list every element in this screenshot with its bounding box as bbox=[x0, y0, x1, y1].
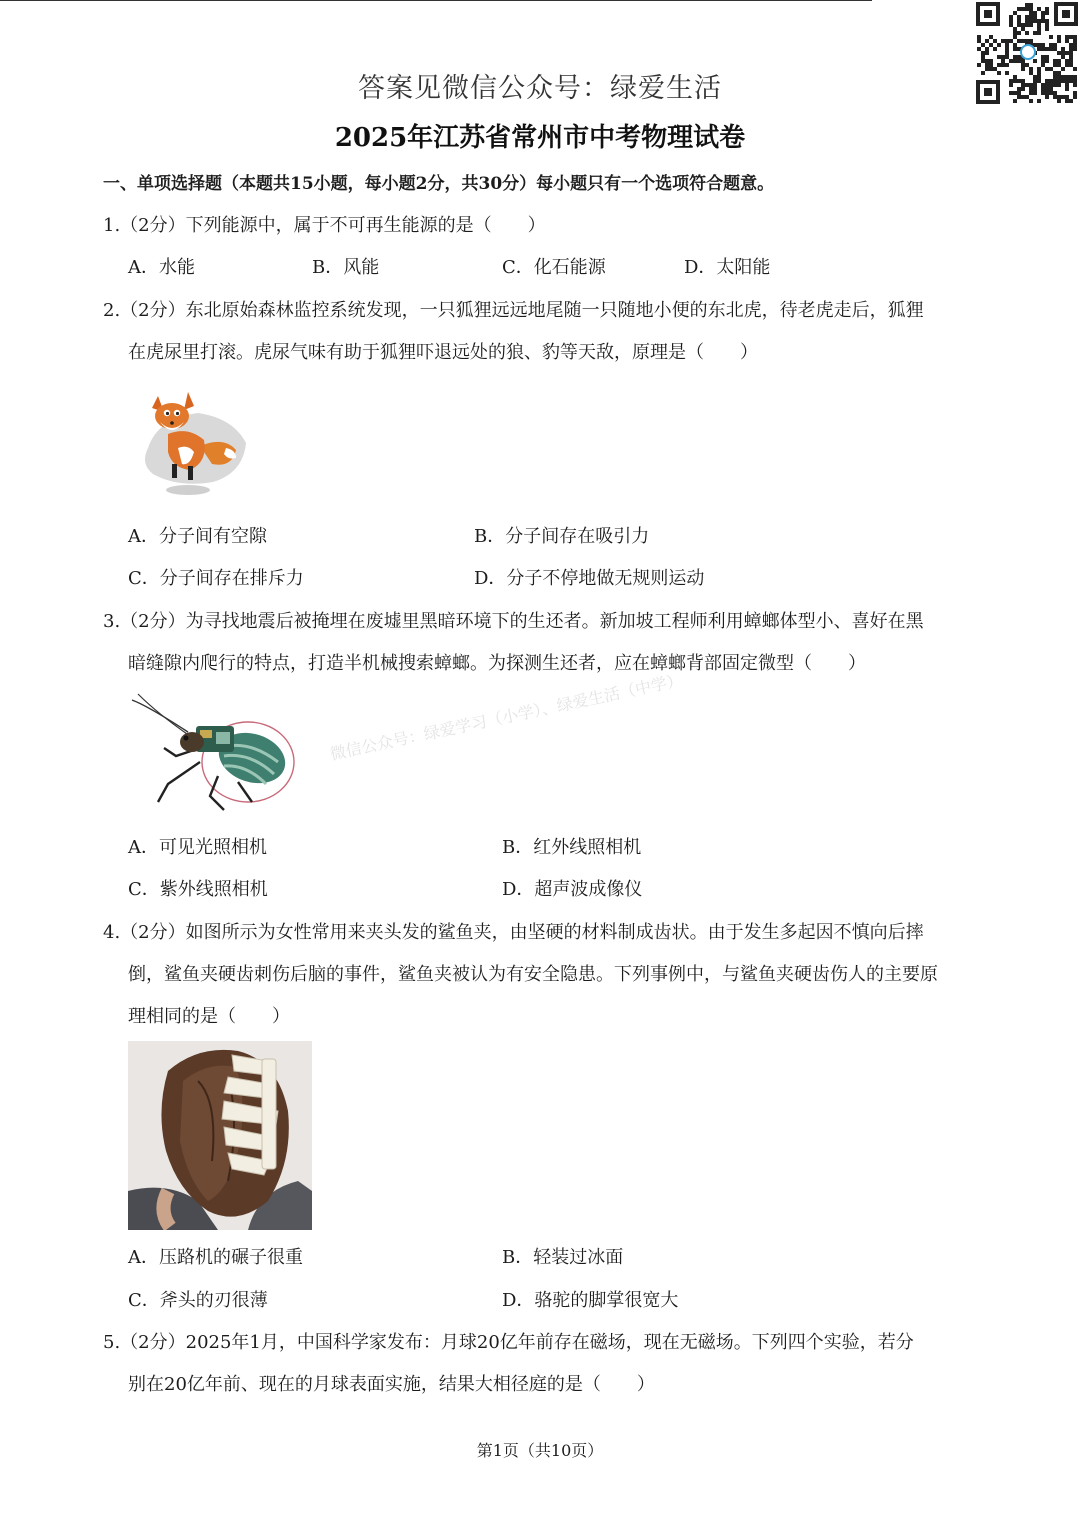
q1-option-c: C．化石能源 bbox=[502, 257, 606, 278]
page-title: 2025年江苏省常州市中考物理试卷 bbox=[334, 123, 746, 153]
q2-option-a: A．分子间有空隙 bbox=[128, 526, 267, 547]
q3-option-c: C．紫外线照相机 bbox=[128, 879, 268, 900]
hair-clip-photo bbox=[128, 1041, 312, 1230]
q3-option-b: B．红外线照相机 bbox=[502, 837, 642, 858]
header-text: 答案见微信公众号：绿爱生活 bbox=[358, 73, 722, 104]
q4-option-d: D．骆驼的脚掌很宽大 bbox=[502, 1290, 679, 1311]
q2-option-c: C．分子间存在排斥力 bbox=[128, 568, 304, 589]
q3-option-d: D．超声波成像仪 bbox=[502, 879, 643, 900]
question-4-stem-line-2: 倒，鲨鱼夹硬齿刺伤后脑的事件，鲨鱼夹被认为有安全隐患。下列事例中，与鲨鱼夹硬齿伤人的主要原 bbox=[128, 964, 938, 985]
question-3-stem-line-2: 暗缝隙内爬行的特点，打造半机械搜索蟑螂。为探测生还者，应在蟑螂背部固定微型（ ） bbox=[128, 653, 866, 674]
page-number: 第1页（共10页） bbox=[476, 1441, 604, 1460]
question-3-stem-line-1: 3.（2分）为寻找地震后被掩埋在废墟里黑暗环境下的生还者。新加坡工程师利用蟑螂体型小、喜好在黑 bbox=[103, 611, 924, 632]
question-1-stem: 1.（2分）下列能源中，属于不可再生能源的是（ ） bbox=[103, 215, 546, 236]
q1-option-d: D．太阳能 bbox=[684, 257, 771, 278]
question-2-stem-line-1: 2.（2分）东北原始森林监控系统发现，一只狐狸远远地尾随一只随地小便的东北虎，待老虎走后，狐狸 bbox=[103, 300, 924, 321]
question-5-stem-line-1: 5.（2分）2025年1月，中国科学家发布：月球20亿年前存在磁场，现在无磁场。下列四个实验，若分 bbox=[103, 1332, 914, 1353]
header-divider bbox=[0, 0, 872, 1]
section-heading: 一、单项选择题（本题共15小题，每小题2分，共30分）每小题只有一个选项符合题意。 bbox=[103, 174, 775, 194]
question-4-stem-line-3: 理相同的是（ ） bbox=[128, 1006, 290, 1027]
q3-option-a: A．可见光照相机 bbox=[128, 837, 267, 858]
q2-option-d: D．分子不停地做无规则运动 bbox=[474, 568, 705, 589]
q4-option-c: C．斧头的刃很薄 bbox=[128, 1290, 268, 1311]
fox-figure bbox=[128, 378, 252, 502]
q1-option-a: A．水能 bbox=[128, 257, 195, 278]
q4-option-a: A．压路机的碾子很重 bbox=[128, 1247, 303, 1268]
q2-option-b: B．分子间存在吸引力 bbox=[474, 526, 650, 547]
q4-option-b: B．轻装过冰面 bbox=[502, 1247, 624, 1268]
cockroach-figure bbox=[128, 692, 300, 814]
q1-option-b: B．风能 bbox=[312, 257, 380, 278]
watermark-text: 微信公众号：绿爱学习（小学）、绿爱生活（中学） bbox=[328, 670, 685, 764]
question-2-stem-line-2: 在虎尿里打滚。虎尿气味有助于狐狸吓退远处的狼、豹等天敌，原理是（ ） bbox=[128, 342, 758, 363]
question-5-stem-line-2: 别在20亿年前、现在的月球表面实施，结果大相径庭的是（ ） bbox=[128, 1374, 655, 1395]
question-4-stem-line-1: 4.（2分）如图所示为女性常用来夹头发的鲨鱼夹，由坚硬的材料制成齿状。由于发生多起因不慎向后摔 bbox=[103, 922, 924, 943]
